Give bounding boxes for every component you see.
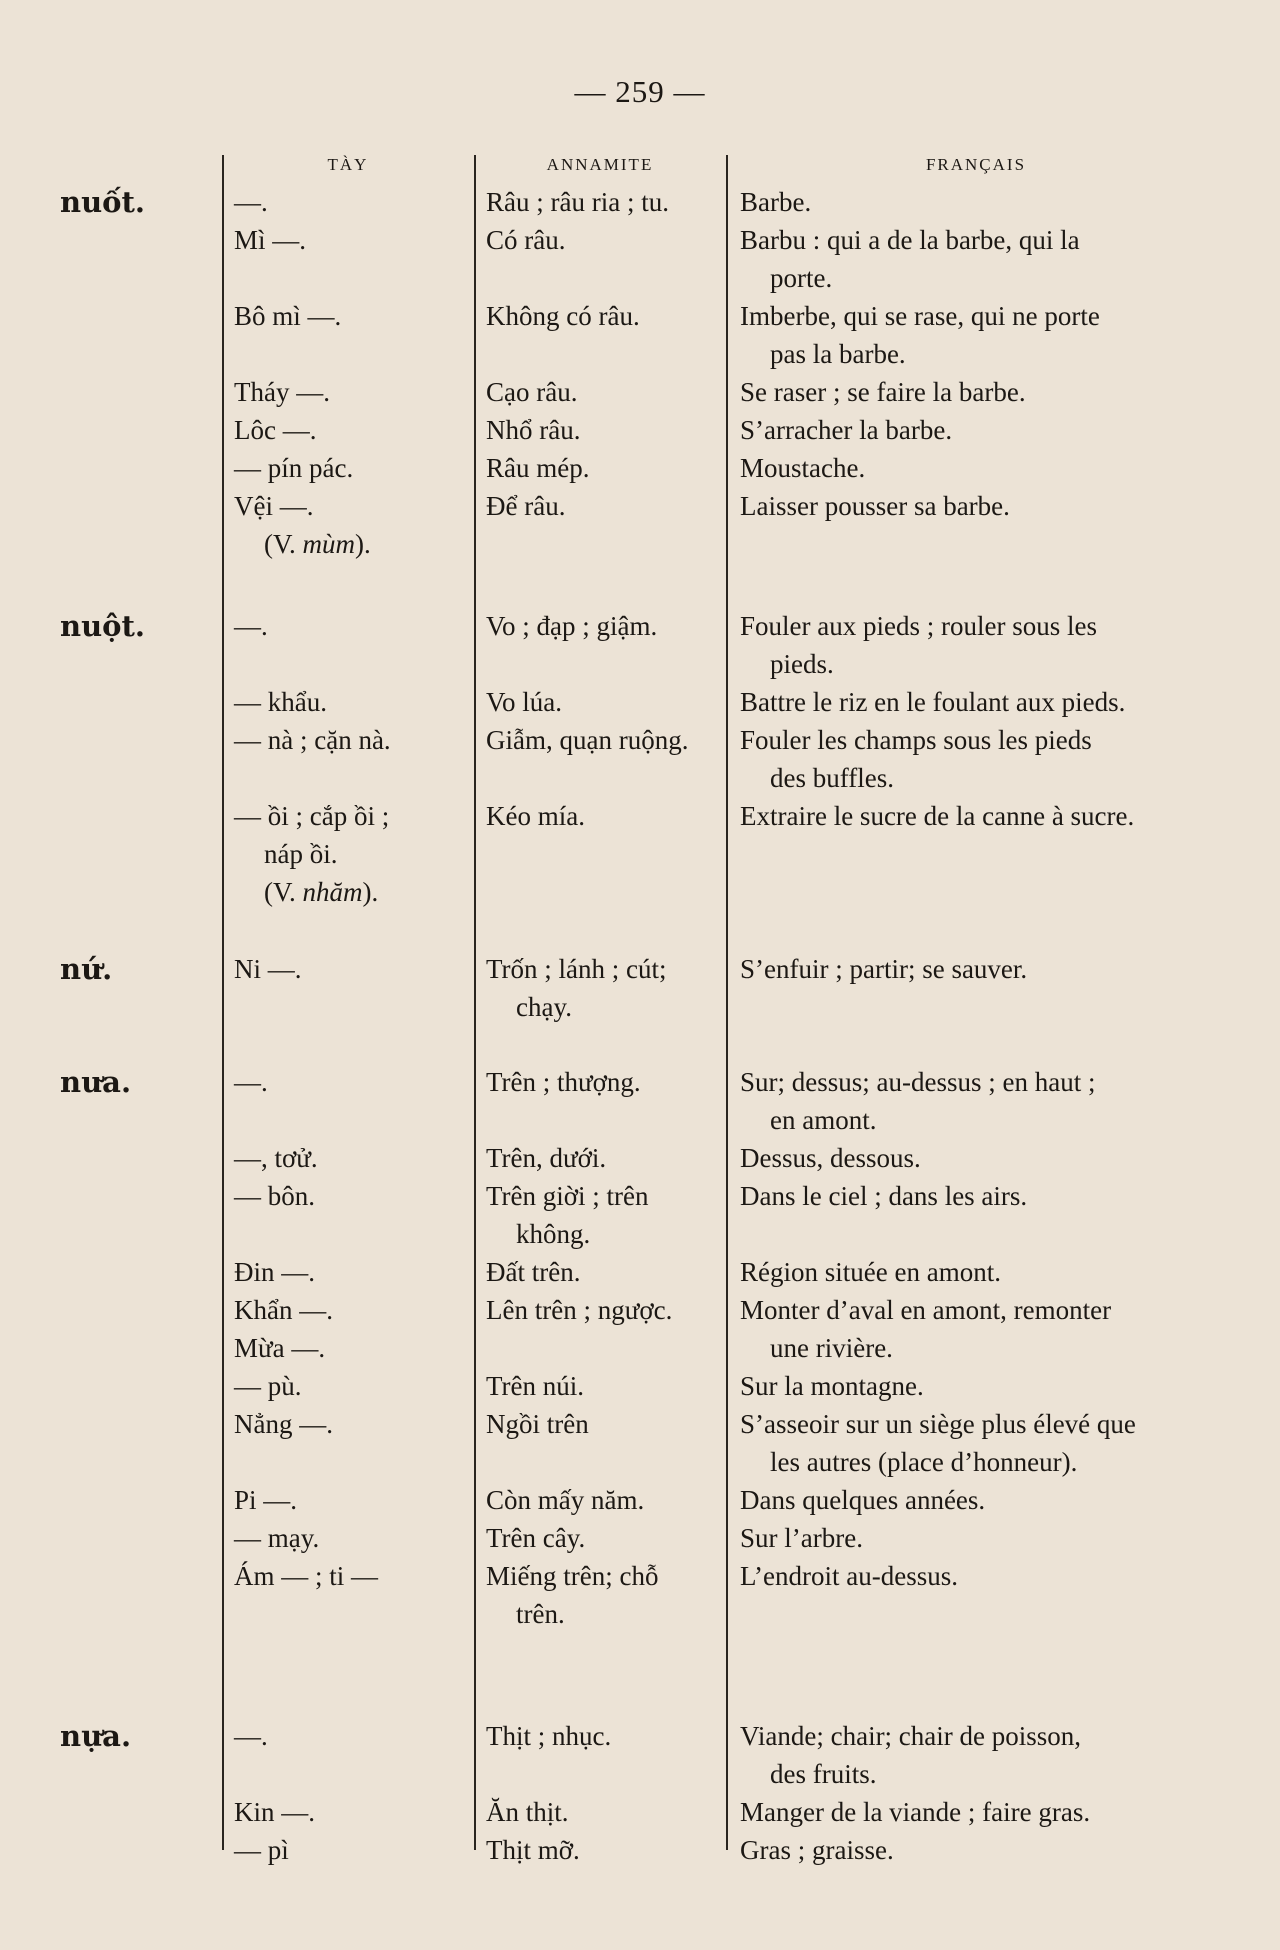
tay-cell: náp ồi.	[264, 839, 338, 869]
annamite-cell: Trên núi.	[486, 1371, 585, 1401]
entry	[0, 607, 1280, 911]
francais-cell: S’enfuir ; partir; se sauver.	[740, 954, 1028, 984]
tay-cell: — bôn.	[234, 1181, 315, 1211]
entry-row	[0, 221, 1280, 259]
annamite-cell: Râu mép.	[486, 453, 590, 483]
tay-cell: — khẩu.	[234, 687, 327, 717]
francais-cell: Viande; chair; chair de poisson,	[740, 1721, 1082, 1751]
entry-row	[0, 1557, 1280, 1595]
entry-row	[0, 1177, 1280, 1215]
entry-row	[0, 1291, 1280, 1329]
tay-cell: Pi —.	[234, 1485, 298, 1515]
tay-cell: Mừa —.	[234, 1333, 326, 1363]
tay-cell: —.	[234, 1721, 268, 1751]
entry-row	[0, 950, 1280, 988]
francais-cell: Barbu : qui a de la barbe, qui la	[740, 225, 1080, 255]
entry-row-continuation	[0, 1755, 1280, 1793]
annamite-cell: Kéo mía.	[486, 801, 585, 831]
francais-cell: Laisser pousser sa barbe.	[740, 491, 1010, 521]
entry-row-continuation	[0, 259, 1280, 297]
francais-cell: Se raser ; se faire la barbe.	[740, 377, 1026, 407]
entry-row	[0, 449, 1280, 487]
entry-headword: nuột.	[60, 609, 146, 643]
entry	[0, 183, 1280, 563]
entry-row-continuation	[0, 525, 1280, 563]
francais-cell: Battre le riz en le foulant aux pieds.	[740, 687, 1126, 717]
francais-cell: Région située en amont.	[740, 1257, 1001, 1287]
annamite-cell: Ngồi trên	[486, 1409, 589, 1439]
annamite-cell: không.	[516, 1219, 591, 1249]
annamite-cell: Để râu.	[486, 491, 566, 521]
tay-cell: — nà ; cặn nà.	[234, 725, 391, 755]
tay-cell: —, tơử.	[234, 1143, 318, 1173]
tay-cell: Đin —.	[234, 1257, 315, 1287]
tay-cell: Lôc —.	[234, 415, 317, 445]
entry-row	[0, 683, 1280, 721]
entry-row	[0, 1405, 1280, 1443]
entry-row	[0, 1329, 1280, 1367]
entry-row	[0, 1139, 1280, 1177]
entry-row	[0, 1063, 1280, 1101]
tay-cell: Tháy —.	[234, 377, 330, 407]
tay-cell: — pù.	[234, 1371, 302, 1401]
entry-row	[0, 487, 1280, 525]
entry-row-continuation	[0, 1101, 1280, 1139]
francais-cell: pas la barbe.	[770, 339, 906, 369]
entry-row	[0, 373, 1280, 411]
tay-cell: Nẳng —.	[234, 1409, 333, 1439]
annamite-cell: Có râu.	[486, 225, 566, 255]
entry-headword: nứ.	[60, 952, 113, 986]
entry-row	[0, 721, 1280, 759]
entry-row-continuation	[0, 1215, 1280, 1253]
francais-cell: L’endroit au-dessus.	[740, 1561, 958, 1591]
annamite-cell: Đất trên.	[486, 1257, 581, 1287]
tay-cell: —.	[234, 187, 268, 217]
francais-cell: les autres (place d’honneur).	[770, 1447, 1078, 1477]
entry-headword: nựa.	[60, 1719, 132, 1753]
francais-cell: Dessus, dessous.	[740, 1143, 921, 1173]
annamite-cell: Nhổ râu.	[486, 415, 581, 445]
annamite-cell: Vo lúa.	[486, 687, 563, 717]
francais-cell: des fruits.	[770, 1759, 877, 1789]
column-header-annamite: ANNAMITE	[546, 155, 654, 174]
annamite-cell: Miếng trên; chỗ	[486, 1561, 659, 1591]
entry-row	[0, 797, 1280, 835]
annamite-cell: Lên trên ; ngược.	[486, 1295, 673, 1325]
francais-cell: Monter d’aval en amont, remonter	[740, 1295, 1112, 1325]
tay-cell: Kin —.	[234, 1797, 315, 1827]
entry-row	[0, 1793, 1280, 1831]
entry-row	[0, 411, 1280, 449]
francais-cell: Imberbe, qui se rase, qui ne porte	[740, 301, 1100, 331]
entry-row	[0, 1481, 1280, 1519]
cross-reference: (V. nhăm).	[264, 877, 379, 907]
annamite-cell: Trên giời ; trên	[486, 1181, 649, 1211]
francais-cell: Fouler aux pieds ; rouler sous les	[740, 611, 1097, 641]
annamite-cell: Giẫm, quạn ruộng.	[486, 725, 689, 755]
annamite-cell: Vo ; đạp ; giậm.	[486, 611, 658, 641]
tay-cell: —.	[234, 611, 268, 641]
entry-row	[0, 183, 1280, 221]
entry-row	[0, 1367, 1280, 1405]
annamite-cell: Trên, dưới.	[486, 1143, 607, 1173]
francais-cell: Dans le ciel ; dans les airs.	[740, 1181, 1028, 1211]
tay-cell: Bô mì —.	[234, 301, 342, 331]
annamite-cell: Thịt ; nhục.	[486, 1721, 612, 1751]
tay-cell: Vệi —.	[234, 491, 314, 521]
cross-reference: (V. mùm).	[264, 529, 371, 559]
annamite-cell: Thịt mỡ.	[486, 1835, 580, 1865]
entry-row-continuation	[0, 645, 1280, 683]
entry-row-continuation	[0, 759, 1280, 797]
francais-cell: Fouler les champs sous les pieds	[740, 725, 1092, 755]
francais-cell: Barbe.	[740, 187, 812, 217]
annamite-cell: Ăn thịt.	[486, 1797, 569, 1827]
francais-cell: S’arracher la barbe.	[740, 415, 953, 445]
page-number: — 259 —	[574, 74, 706, 109]
column-header-francais: FRANÇAIS	[925, 155, 1027, 174]
entry-row-continuation	[0, 988, 1280, 1026]
tay-cell: — mạy.	[234, 1523, 320, 1553]
entry-headword: nưa.	[60, 1065, 132, 1099]
entry-row-continuation	[0, 873, 1280, 911]
tay-cell: — pì	[234, 1835, 289, 1865]
annamite-cell: Trốn ; lánh ; cút;	[486, 954, 667, 984]
tay-cell: Khẩn —.	[234, 1295, 333, 1325]
annamite-cell: Trên ; thượng.	[486, 1067, 641, 1097]
francais-cell: Sur l’arbre.	[740, 1523, 863, 1553]
entry-row	[0, 607, 1280, 645]
annamite-cell: Không có râu.	[486, 301, 640, 331]
column-header-tay: TÀY	[327, 155, 369, 174]
entry-row-continuation	[0, 335, 1280, 373]
francais-cell: Manger de la viande ; faire gras.	[740, 1797, 1091, 1827]
entry-row	[0, 1717, 1280, 1755]
francais-cell: Sur; dessus; au-dessus ; en haut ;	[740, 1067, 1096, 1097]
entry	[0, 1063, 1280, 1633]
entry-row-continuation	[0, 835, 1280, 873]
francais-cell: en amont.	[770, 1105, 877, 1135]
tay-cell: —.	[234, 1067, 268, 1097]
annamite-cell: Trên cây.	[486, 1523, 586, 1553]
tay-cell: Mì —.	[234, 225, 307, 255]
entry	[0, 1717, 1280, 1869]
tay-cell: — pín pác.	[234, 453, 354, 483]
francais-cell: porte.	[770, 263, 833, 293]
annamite-cell: chạy.	[516, 992, 572, 1022]
francais-cell: Moustache.	[740, 453, 866, 483]
francais-cell: S’asseoir sur un siège plus élevé que	[740, 1409, 1136, 1439]
tay-cell: Ni —.	[234, 954, 302, 984]
francais-cell: pieds.	[770, 649, 834, 679]
francais-cell: une rivière.	[770, 1333, 893, 1363]
entry-row-continuation	[0, 1595, 1280, 1633]
francais-cell: des buffles.	[770, 763, 894, 793]
annamite-cell: Cạo râu.	[486, 377, 578, 407]
entry-row	[0, 1831, 1280, 1869]
tay-cell: — ồi ; cắp ồi ;	[234, 801, 390, 831]
francais-cell: Gras ; graisse.	[740, 1835, 894, 1865]
entry-row	[0, 1519, 1280, 1557]
entry-row-continuation	[0, 1443, 1280, 1481]
annamite-cell: Râu ; râu ria ; tu.	[486, 187, 669, 217]
francais-cell: Dans quelques années.	[740, 1485, 986, 1515]
tay-cell: Ám — ; ti —	[234, 1561, 379, 1591]
annamite-cell: Còn mấy năm.	[486, 1485, 645, 1515]
entry-row	[0, 297, 1280, 335]
entry-headword: nuốt.	[60, 185, 146, 219]
francais-cell: Sur la montagne.	[740, 1371, 924, 1401]
francais-cell: Extraire le sucre de la canne à sucre.	[740, 801, 1135, 831]
entry-row	[0, 1253, 1280, 1291]
entry	[0, 950, 1280, 1026]
annamite-cell: trên.	[516, 1599, 565, 1629]
